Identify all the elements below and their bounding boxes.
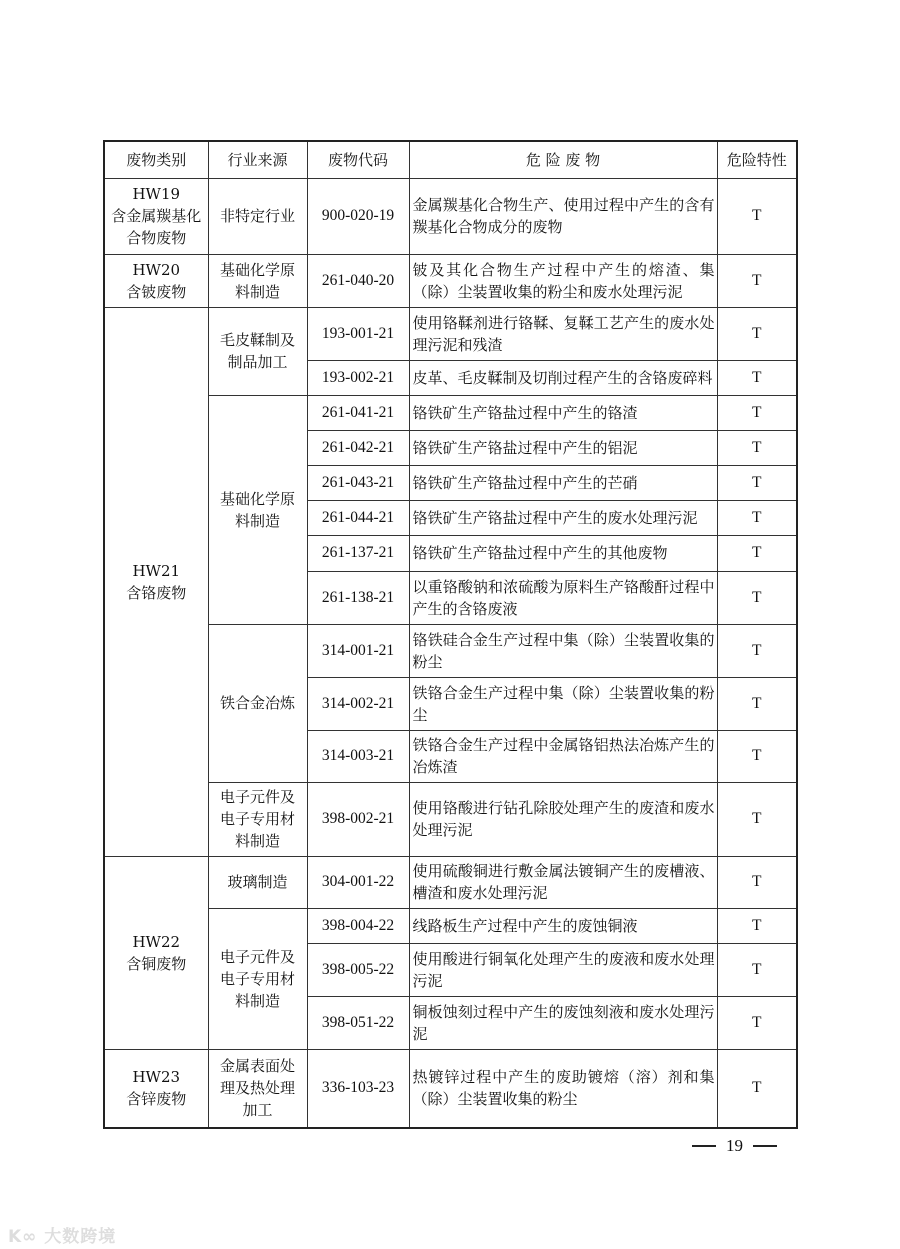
source-cell: 非特定行业 (208, 178, 307, 254)
hazard-cell: T (717, 430, 797, 465)
waste-code-cell: 398-004-22 (307, 908, 409, 943)
waste-description-cell: 使用酸进行铜氧化处理产生的废液和废水处理污泥 (409, 943, 717, 996)
hazard-cell: T (717, 1049, 797, 1128)
hazardous-waste-table (103, 140, 798, 1129)
hazard-cell: T (717, 178, 797, 254)
waste-description-cell: 皮革、毛皮鞣制及切削过程产生的含铬废碎料 (409, 360, 717, 395)
waste-description-cell: 以重铬酸钠和浓硫酸为原料生产铬酸酐过程中产生的含铬废液 (409, 571, 717, 624)
source-cell: 基础化学原 料制造 (208, 395, 307, 624)
waste-description-cell: 使用硫酸铜进行敷金属法镀铜产生的废槽液、槽渣和废水处理污泥 (409, 856, 717, 908)
waste-code-cell: 261-044-21 (307, 500, 409, 535)
table-row (104, 782, 797, 856)
waste-code-cell: 398-002-21 (307, 782, 409, 856)
dash-left (692, 1145, 716, 1147)
hazard-cell: T (717, 996, 797, 1049)
category-cell: HW22 含铜废物 (104, 856, 208, 1049)
hazard-cell: T (717, 943, 797, 996)
waste-description-cell: 铬铁矿生产铬盐过程中产生的铬渣 (409, 395, 717, 430)
hazard-cell: T (717, 908, 797, 943)
category-cell: HW21 含铬废物 (104, 307, 208, 856)
waste-description-cell: 铁铬合金生产过程中金属铬铝热法冶炼产生的冶炼渣 (409, 730, 717, 782)
watermark-logo: K∞ 大数跨境 (8, 1227, 117, 1247)
table-header-row (104, 141, 797, 178)
header-category: 废物类别 (104, 141, 208, 178)
table-row (104, 908, 797, 943)
hazard-cell: T (717, 360, 797, 395)
waste-description-cell: 铁铬合金生产过程中集（除）尘装置收集的粉尘 (409, 677, 717, 730)
waste-code-cell: 193-002-21 (307, 360, 409, 395)
waste-description-cell: 使用铬酸进行钻孔除胶处理产生的废渣和废水处理污泥 (409, 782, 717, 856)
category-cell: HW19 含金属羰基化 合物废物 (104, 178, 208, 254)
hazard-cell: T (717, 500, 797, 535)
hazard-cell: T (717, 535, 797, 571)
waste-code-cell: 261-138-21 (307, 571, 409, 624)
waste-code-cell: 261-137-21 (307, 535, 409, 571)
header-waste: 危 险 废 物 (409, 141, 717, 178)
category-cell: HW20 含铍废物 (104, 254, 208, 307)
waste-description-cell: 金属羰基化合物生产、使用过程中产生的含有羰基化合物成分的废物 (409, 178, 717, 254)
table-row (104, 178, 797, 254)
watermark-text: 大数跨境 (44, 1227, 117, 1247)
waste-code-cell: 261-040-20 (307, 254, 409, 307)
hazard-cell: T (717, 571, 797, 624)
source-cell: 电子元件及 电子专用材 料制造 (208, 908, 307, 1049)
table-row (104, 624, 797, 677)
dash-right (753, 1145, 777, 1147)
waste-code-cell: 261-043-21 (307, 465, 409, 500)
table-row (104, 395, 797, 430)
hazard-cell: T (717, 254, 797, 307)
waste-description-cell: 铬铁硅合金生产过程中集（除）尘装置收集的粉尘 (409, 624, 717, 677)
waste-code-cell: 314-001-21 (307, 624, 409, 677)
waste-code-cell: 314-003-21 (307, 730, 409, 782)
header-hazard: 危险特性 (717, 141, 797, 178)
source-cell: 玻璃制造 (208, 856, 307, 908)
source-cell: 基础化学原 料制造 (208, 254, 307, 307)
waste-code-cell: 261-041-21 (307, 395, 409, 430)
waste-description-cell: 热镀锌过程中产生的废助镀熔（溶）剂和集（除）尘装置收集的粉尘 (409, 1049, 717, 1128)
source-cell: 铁合金冶炼 (208, 624, 307, 782)
waste-description-cell: 线路板生产过程中产生的废蚀铜液 (409, 908, 717, 943)
source-cell: 电子元件及 电子专用材 料制造 (208, 782, 307, 856)
table-row (104, 856, 797, 908)
waste-description-cell: 铬铁矿生产铬盐过程中产生的其他废物 (409, 535, 717, 571)
waste-code-cell: 314-002-21 (307, 677, 409, 730)
hazard-cell: T (717, 730, 797, 782)
source-cell: 金属表面处 理及热处理 加工 (208, 1049, 307, 1128)
page-number-text: 19 (726, 1136, 743, 1155)
waste-description-cell: 铜板蚀刻过程中产生的废蚀刻液和废水处理污泥 (409, 996, 717, 1049)
table-row (104, 254, 797, 307)
waste-description-cell: 铬铁矿生产铬盐过程中产生的铝泥 (409, 430, 717, 465)
waste-code-cell: 900-020-19 (307, 178, 409, 254)
header-source: 行业来源 (208, 141, 307, 178)
waste-description-cell: 铍及其化合物生产过程中产生的熔渣、集（除）尘装置收集的粉尘和废水处理污泥 (409, 254, 717, 307)
hazard-cell: T (717, 624, 797, 677)
waste-description-cell: 铬铁矿生产铬盐过程中产生的废水处理污泥 (409, 500, 717, 535)
table-row (104, 307, 797, 360)
waste-code-cell: 398-005-22 (307, 943, 409, 996)
source-cell: 毛皮鞣制及 制品加工 (208, 307, 307, 395)
header-code: 废物代码 (307, 141, 409, 178)
hazard-cell: T (717, 856, 797, 908)
waste-code-cell: 304-001-22 (307, 856, 409, 908)
page-number (692, 1136, 777, 1156)
table-row (104, 1049, 797, 1128)
waste-description-cell: 使用铬鞣剂进行铬鞣、复鞣工艺产生的废水处理污泥和残渣 (409, 307, 717, 360)
hazard-cell: T (717, 395, 797, 430)
hazard-cell: T (717, 782, 797, 856)
waste-code-cell: 336-103-23 (307, 1049, 409, 1128)
waste-code-cell: 398-051-22 (307, 996, 409, 1049)
hazard-cell: T (717, 307, 797, 360)
waste-code-cell: 261-042-21 (307, 430, 409, 465)
waste-description-cell: 铬铁矿生产铬盐过程中产生的芒硝 (409, 465, 717, 500)
waste-code-cell: 193-001-21 (307, 307, 409, 360)
hazard-cell: T (717, 465, 797, 500)
category-cell: HW23 含锌废物 (104, 1049, 208, 1128)
hazard-cell: T (717, 677, 797, 730)
